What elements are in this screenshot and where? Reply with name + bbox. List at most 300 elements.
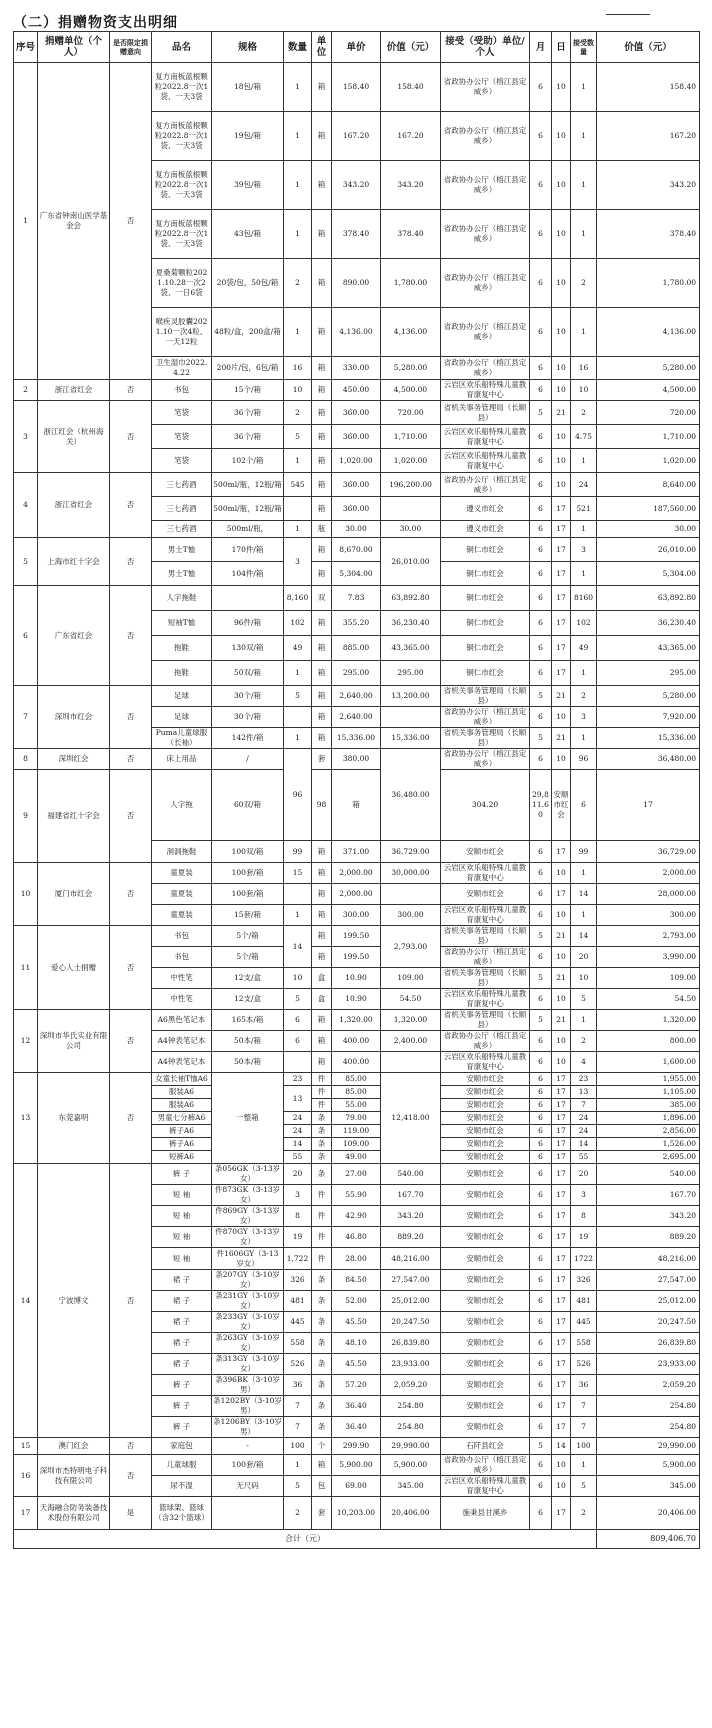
recipient: 省政协办公厅（榕江县定威乡） — [441, 112, 530, 161]
spec: 200片/包，6包/箱 — [212, 357, 284, 380]
received-value: 4,500.00 — [597, 380, 700, 401]
unit-price: 1,320.00 — [332, 1010, 381, 1031]
unit: 箱 — [312, 841, 332, 863]
month: 6 — [530, 1151, 552, 1164]
received-quantity: 1 — [571, 1455, 597, 1476]
month: 6 — [530, 586, 552, 611]
month: 6 — [530, 1497, 552, 1530]
unit: 条 — [312, 1333, 332, 1354]
received-value: 5,304.00 — [597, 562, 700, 586]
item-value: 5,900.00 — [381, 1455, 441, 1476]
day: 21 — [552, 1010, 571, 1031]
group-number: 1 — [14, 63, 38, 380]
item-value: 25,012.00 — [381, 1291, 441, 1312]
donor-name: 天海融合防务装备技术股份有限公司 — [38, 1497, 110, 1530]
received-quantity: 36 — [571, 1375, 597, 1396]
item-value: 30,000.00 — [381, 863, 441, 884]
item-name: A4钟表笔记本 — [152, 1031, 212, 1052]
recipient: 省政协办公厅（榕江县定威乡） — [441, 749, 530, 770]
received-value: 4,136.00 — [597, 308, 700, 357]
day: 17 — [552, 1099, 571, 1112]
month: 6 — [530, 636, 552, 661]
recipient: 安顺市红会 — [441, 841, 530, 863]
unit: 箱 — [312, 728, 332, 749]
item-name: 短裤A6 — [152, 1151, 212, 1164]
unit-price: 45.50 — [332, 1312, 381, 1333]
unit: 箱 — [312, 1052, 332, 1073]
recipient: 云岩区欢乐船特殊儿童教育康复中心 — [441, 1476, 530, 1497]
received-quantity: 1 — [571, 661, 597, 686]
table-row — [14, 538, 700, 562]
received-quantity: 1 — [571, 449, 597, 473]
item-value: 30.00 — [381, 521, 441, 538]
day: 10 — [552, 449, 571, 473]
unit-price: 158.40 — [332, 63, 381, 112]
recipient: 省机关事务管理局（长顺县） — [441, 926, 530, 947]
item-name: 尿不湿 — [152, 1476, 212, 1497]
unit-price: 85.00 — [332, 1086, 381, 1099]
day: 17 — [552, 611, 571, 636]
month: 6 — [530, 1125, 552, 1138]
spec: 条263GY（3-10岁女） — [212, 1333, 284, 1354]
item-name: 儿童球服 — [152, 1455, 212, 1476]
unit: 箱 — [312, 905, 332, 926]
received-value: 20,406.00 — [597, 1497, 700, 1530]
received-quantity: 445 — [571, 1312, 597, 1333]
item-value: 43,365.00 — [381, 636, 441, 661]
donor-name: 浙江省红会 — [38, 380, 110, 401]
received-quantity: 14 — [571, 1138, 597, 1151]
month: 6 — [530, 473, 552, 497]
received-quantity: 326 — [571, 1270, 597, 1291]
quantity: 1 — [284, 210, 312, 259]
month: 6 — [530, 1417, 552, 1438]
item-name: 复方南板蓝根颗粒2022.8一次1袋、一天3袋 — [152, 63, 212, 112]
unit-price: 36.40 — [332, 1417, 381, 1438]
item-name: 书包 — [152, 926, 212, 947]
month: 6 — [530, 1333, 552, 1354]
item-value: 345.00 — [381, 1476, 441, 1497]
item-name: 短 袖 — [152, 1227, 212, 1248]
item-value: 1,020.00 — [381, 449, 441, 473]
day: 21 — [552, 728, 571, 749]
recipient: 遵义市红会 — [441, 521, 530, 538]
received-value: 3,990.00 — [597, 947, 700, 968]
received-value: 30.00 — [597, 521, 700, 538]
quantity: 8,160 — [284, 586, 312, 611]
month: 6 — [530, 63, 552, 112]
item-name: 人字拖鞋 — [152, 586, 212, 611]
received-value: 2,793.00 — [597, 926, 700, 947]
month: 6 — [530, 1138, 552, 1151]
item-value — [381, 1052, 441, 1073]
day: 17 — [552, 1185, 571, 1206]
quantity: 16 — [284, 357, 312, 380]
spec: 件869GY（3-13岁女） — [212, 1206, 284, 1227]
received-value: 167.20 — [597, 112, 700, 161]
unit-price: 30.00 — [332, 521, 381, 538]
group-number: 12 — [14, 1010, 38, 1073]
spec: 条207GY（3-10岁女） — [212, 1270, 284, 1291]
quantity: 55 — [284, 1151, 312, 1164]
recipient: 安顺市红会 — [441, 884, 530, 905]
unit: 盒 — [312, 989, 332, 1010]
item-name: 三七药酒 — [152, 497, 212, 521]
received-value: 720.00 — [597, 401, 700, 425]
received-value: 343.20 — [597, 1206, 700, 1227]
received-quantity: 3 — [571, 538, 597, 562]
month: 6 — [530, 611, 552, 636]
unit-price: 85.00 — [332, 1073, 381, 1086]
month: 6 — [530, 1375, 552, 1396]
restrict-flag: 否 — [110, 926, 152, 1010]
month: 6 — [530, 1455, 552, 1476]
month: 6 — [530, 1031, 552, 1052]
unit: 箱 — [312, 401, 332, 425]
month: 6 — [530, 357, 552, 380]
quantity: 7 — [284, 1396, 312, 1417]
header-rule — [606, 14, 650, 15]
item-value: 15,336.00 — [381, 728, 441, 749]
unit: 箱 — [312, 1010, 332, 1031]
received-value: 158.40 — [597, 63, 700, 112]
day: 10 — [552, 947, 571, 968]
restrict-flag: 否 — [110, 863, 152, 926]
unit-price: 400.00 — [332, 1031, 381, 1052]
unit-price: 48.10 — [332, 1333, 381, 1354]
quantity: 1 — [284, 63, 312, 112]
quantity: 102 — [284, 611, 312, 636]
item-value: 343.20 — [381, 1206, 441, 1227]
quantity: 5 — [284, 686, 312, 707]
table-row — [14, 380, 700, 401]
received-quantity: 1722 — [571, 1248, 597, 1270]
table-row — [14, 1073, 700, 1086]
month: 6 — [530, 538, 552, 562]
quantity — [284, 1052, 312, 1073]
received-quantity: 521 — [571, 497, 597, 521]
unit-price: 378.40 — [332, 210, 381, 259]
received-value: 1,105.00 — [597, 1086, 700, 1099]
day: 17 — [552, 1086, 571, 1099]
unit: 条 — [312, 1138, 332, 1151]
received-quantity: 20 — [571, 947, 597, 968]
received-quantity: 23 — [571, 1073, 597, 1086]
group-number: 2 — [14, 380, 38, 401]
spec: - — [212, 1438, 284, 1455]
received-value: 54.50 — [597, 989, 700, 1010]
unit-price: 167.20 — [332, 112, 381, 161]
table-row — [14, 926, 700, 947]
unit: 条 — [312, 1164, 332, 1185]
item-name: 短 袖 — [152, 1185, 212, 1206]
day: 17 — [552, 1206, 571, 1227]
item-value: 2,400.00 — [381, 1031, 441, 1052]
received-quantity: 1 — [571, 161, 597, 210]
recipient: 省政协办公厅（榕江县定威乡） — [441, 63, 530, 112]
unit: 箱 — [312, 380, 332, 401]
day: 10 — [552, 1476, 571, 1497]
recipient: 云岩区欢乐船特殊儿童教育康复中心 — [441, 989, 530, 1010]
month: 5 — [530, 728, 552, 749]
item-value: 2,059.20 — [381, 1375, 441, 1396]
received-quantity: 55 — [571, 1151, 597, 1164]
header-value: 价值（元） — [381, 32, 441, 63]
received-quantity: 102 — [571, 611, 597, 636]
unit: 件 — [312, 1185, 332, 1206]
day: 10 — [552, 1031, 571, 1052]
item-name: 短 袖 — [152, 1206, 212, 1227]
item-name: 拖鞋 — [152, 661, 212, 686]
unit: 包 — [312, 1476, 332, 1497]
received-quantity: 20 — [571, 1164, 597, 1185]
received-quantity: 2 — [571, 259, 597, 308]
month: 6 — [530, 308, 552, 357]
received-quantity: 1 — [571, 562, 597, 586]
spec: 100套/箱 — [212, 1455, 284, 1476]
unit-price: 890.00 — [332, 259, 381, 308]
recipient: 安顺市红会 — [441, 1354, 530, 1375]
unit-price: 5,304.00 — [332, 562, 381, 586]
day: 10 — [552, 357, 571, 380]
spec: 50本/箱 — [212, 1052, 284, 1073]
item-value: 1,320.00 — [381, 1010, 441, 1031]
table-row — [14, 863, 700, 884]
recipient: 铜仁市红会 — [441, 538, 530, 562]
recipient: 安顺市红会 — [441, 1073, 530, 1086]
month: 6 — [530, 841, 552, 863]
table-row — [14, 686, 700, 707]
spec: 43包/箱 — [212, 210, 284, 259]
month: 5 — [530, 926, 552, 947]
item-value: 109.00 — [381, 968, 441, 989]
month: 6 — [530, 1227, 552, 1248]
item-value: 167.20 — [381, 112, 441, 161]
item-name: 人字拖 — [152, 770, 212, 841]
item-name: 复方南板蓝根颗粒2022.8一次1袋、一天3袋 — [152, 112, 212, 161]
day: 14 — [552, 1438, 571, 1455]
unit: 箱 — [312, 863, 332, 884]
unit-price: 45.50 — [332, 1354, 381, 1375]
unit: 箱 — [312, 357, 332, 380]
month: 6 — [530, 112, 552, 161]
unit-price: 360.00 — [332, 497, 381, 521]
item-name: 服装A6 — [152, 1086, 212, 1099]
received-value: 7,920.00 — [597, 707, 700, 728]
spec: 条231GY（3-10岁女） — [212, 1291, 284, 1312]
unit-price: 355.20 — [332, 611, 381, 636]
spec: 130双/箱 — [212, 636, 284, 661]
recipient: 安顺市红会 — [441, 1151, 530, 1164]
spec: 12支/盒 — [212, 989, 284, 1010]
received-value: 5,280.00 — [597, 686, 700, 707]
day: 10 — [552, 989, 571, 1010]
received-value: 254.80 — [597, 1417, 700, 1438]
item-value: 20,406.00 — [381, 1497, 441, 1530]
item-name: 服装A6 — [152, 1099, 212, 1112]
day: 17 — [552, 1151, 571, 1164]
donor-name: 福建省红十字会 — [38, 770, 110, 863]
item-name: 裙 子 — [152, 1354, 212, 1375]
received-quantity: 24 — [571, 1125, 597, 1138]
spec: 165本/箱 — [212, 1010, 284, 1031]
received-value: 1,526.00 — [597, 1138, 700, 1151]
quantity: 558 — [284, 1333, 312, 1354]
received-quantity: 1 — [571, 863, 597, 884]
month: 6 — [571, 770, 597, 841]
spec: 96件/箱 — [212, 611, 284, 636]
recipient: 石阡县红会 — [441, 1438, 530, 1455]
item-value: 48,216.00 — [381, 1248, 441, 1270]
spec: 102个/箱 — [212, 449, 284, 473]
donor-name: 深圳市红会 — [38, 686, 110, 749]
received-value: 540.00 — [597, 1164, 700, 1185]
day: 10 — [552, 380, 571, 401]
donor-name: 广东省红会 — [38, 586, 110, 686]
day: 17 — [552, 1333, 571, 1354]
item-value: 54.50 — [381, 989, 441, 1010]
recipient: 安顺市红会 — [441, 1206, 530, 1227]
item-name: 篮球架、篮球（含32个篮球） — [152, 1497, 212, 1530]
received-value: 5,900.00 — [597, 1455, 700, 1476]
spec: 件1606GY（3-13岁女） — [212, 1248, 284, 1270]
unit-price: 10.90 — [332, 968, 381, 989]
item-name: 书包 — [152, 380, 212, 401]
day: 17 — [552, 1417, 571, 1438]
received-quantity: 2 — [571, 401, 597, 425]
item-name: Puma儿童球服（长袖） — [152, 728, 212, 749]
item-name: 短袖T恤 — [152, 611, 212, 636]
group-number: 9 — [14, 770, 38, 863]
month: 6 — [530, 1052, 552, 1073]
received-quantity: 2 — [571, 1031, 597, 1052]
month: 6 — [530, 562, 552, 586]
item-name: 拖鞋 — [152, 636, 212, 661]
quantity: 2 — [284, 259, 312, 308]
unit: 条 — [312, 1112, 332, 1125]
header-recipient: 接受（受助）单位/个人 — [441, 32, 530, 63]
received-quantity: 2 — [571, 686, 597, 707]
received-quantity: 1 — [571, 905, 597, 926]
item-name: 裤 子 — [152, 1375, 212, 1396]
recipient: 省机关事务管理局（长顺县） — [441, 686, 530, 707]
spec: 条1206BY（3-10岁男） — [213, 1417, 282, 1436]
table-row — [14, 586, 700, 611]
unit-price: 119.00 — [332, 1125, 381, 1138]
item-name: 床上用品 — [152, 749, 212, 770]
total-value: 809,406.70 — [597, 1530, 700, 1549]
item-name: 喉疾灵胶囊2021.10一次4粒、一天12粒 — [152, 308, 212, 357]
month: 6 — [530, 380, 552, 401]
received-quantity: 7 — [571, 1099, 597, 1112]
group-number: 17 — [14, 1497, 38, 1530]
group-number: 15 — [14, 1438, 38, 1455]
received-quantity: 7 — [571, 1417, 597, 1438]
month: 6 — [530, 1112, 552, 1125]
unit: 箱 — [312, 884, 332, 905]
quantity: 19 — [284, 1227, 312, 1248]
recipient: 铜仁市红会 — [441, 636, 530, 661]
received-value: 25,012.00 — [597, 1291, 700, 1312]
spec — [212, 586, 284, 611]
quantity: 96 — [284, 749, 312, 841]
item-value: 254.80 — [381, 1396, 441, 1417]
spec: 条233GY（3-10岁女） — [212, 1312, 284, 1333]
recipient: 云岩区欢乐船特殊儿童教育康复中心 — [441, 1052, 530, 1073]
spec: 36个/箱 — [212, 401, 284, 425]
day: 17 — [552, 1248, 571, 1270]
quantity: 2 — [284, 1497, 312, 1530]
donation-table — [13, 31, 700, 1549]
received-value: 109.00 — [597, 968, 700, 989]
received-quantity: 1 — [571, 521, 597, 538]
unit: 套 — [312, 749, 332, 770]
month: 5 — [530, 401, 552, 425]
spec: 一整箱 — [212, 1073, 284, 1164]
quantity: 8 — [284, 1206, 312, 1227]
header-qty: 数量 — [284, 32, 312, 63]
recipient: 安顺市红会 — [441, 1164, 530, 1185]
restrict-flag: 否 — [110, 1010, 152, 1073]
item-name: 童夏装 — [152, 884, 212, 905]
item-name: 三七药酒 — [152, 473, 212, 497]
item-name: 笔袋 — [152, 449, 212, 473]
received-quantity: 24 — [571, 1112, 597, 1125]
donor-name: 上海市红十字会 — [38, 538, 110, 586]
month: 6 — [530, 749, 552, 770]
received-quantity: 526 — [571, 1354, 597, 1375]
item-value: 196,200.00 — [381, 473, 441, 497]
day: 10 — [552, 473, 571, 497]
header-spec: 规格 — [212, 32, 284, 63]
unit: 套 — [312, 1497, 332, 1530]
recipient: 安顺市红会 — [441, 1333, 530, 1354]
day: 17 — [552, 1164, 571, 1185]
item-name: 三七药酒 — [152, 521, 212, 538]
received-value: 2,695.00 — [597, 1151, 700, 1164]
unit: 条 — [312, 1291, 332, 1312]
item-value: 5,280.00 — [381, 357, 441, 380]
spec: 50双/箱 — [212, 661, 284, 686]
restrict-flag: 否 — [110, 686, 152, 749]
recipient: 省政协办公厅（榕江县定威乡） — [441, 308, 530, 357]
unit-price: 55.00 — [332, 1099, 381, 1112]
unit-price: 5,900.00 — [332, 1455, 381, 1476]
received-value: 27,547.00 — [597, 1270, 700, 1291]
item-value — [381, 884, 441, 905]
received-value: 29,990.00 — [597, 1438, 700, 1455]
spec: 170件/箱 — [212, 538, 284, 562]
day: 17 — [552, 841, 571, 863]
item-value: 12,418.00 — [381, 1073, 441, 1164]
day: 10 — [552, 425, 571, 449]
month: 6 — [530, 884, 552, 905]
received-quantity: 1 — [571, 112, 597, 161]
day: 10 — [552, 161, 571, 210]
item-name: 裙 子 — [152, 1333, 212, 1354]
item-value: 63,892.80 — [381, 586, 441, 611]
unit: 箱 — [312, 661, 332, 686]
item-name: A4钟表笔记本 — [152, 1052, 212, 1073]
quantity: 99 — [284, 841, 312, 863]
recipient: 省政协办公厅（榕江县定威乡） — [441, 1031, 530, 1052]
received-value: 1,896.00 — [597, 1112, 700, 1125]
recipient: 云岩区欢乐船特殊儿童教育康复中心 — [441, 905, 530, 926]
quantity: 6 — [284, 1031, 312, 1052]
item-name: 女童长袖T恤A6 — [152, 1073, 212, 1086]
unit-price: 450.00 — [332, 380, 381, 401]
group-number: 10 — [14, 863, 38, 926]
